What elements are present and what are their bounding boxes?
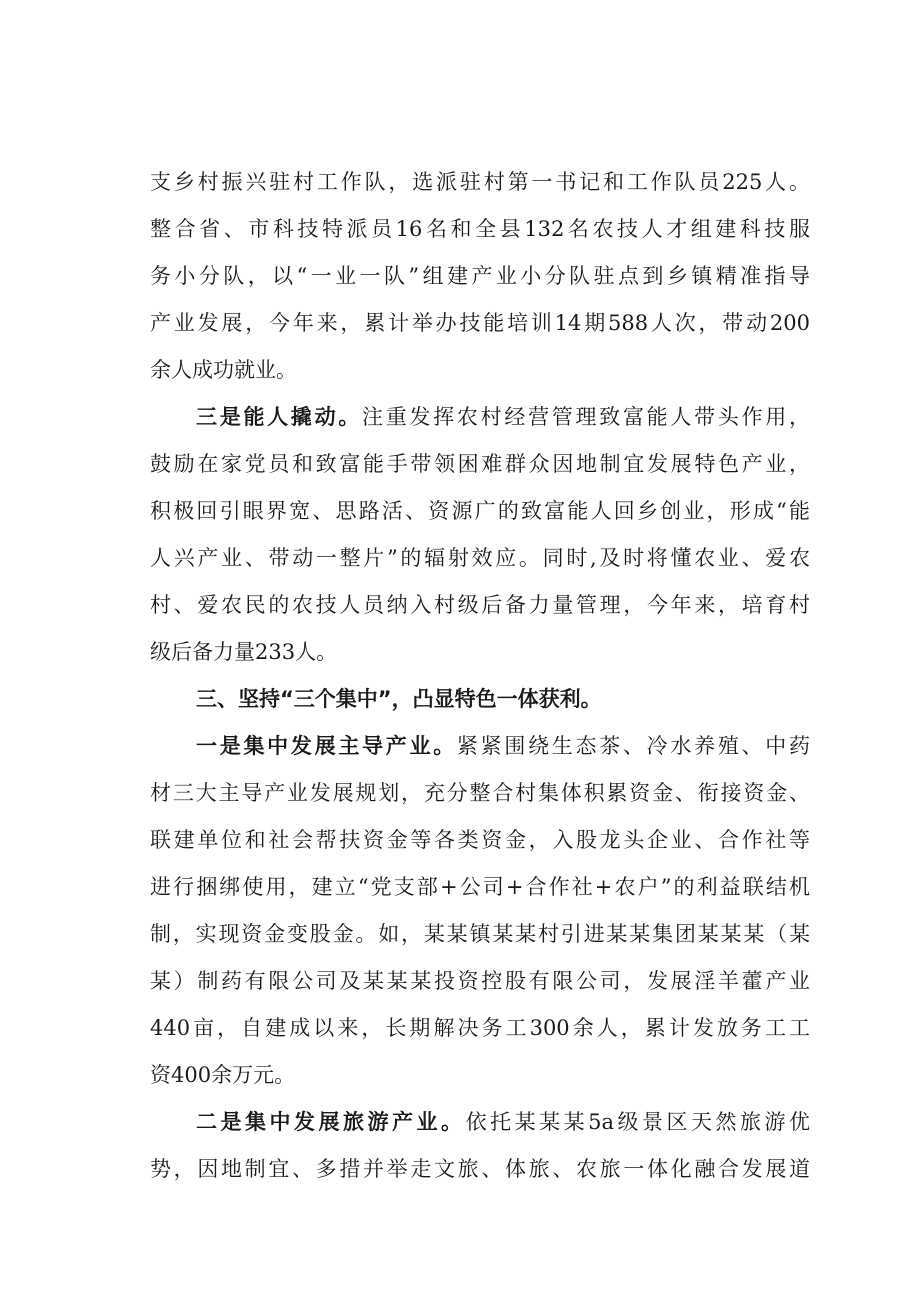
paragraph-leading-industry <box>150 723 810 1099</box>
text-line: 联建单位和社会帮扶资金等各类资金，入股龙头企业、合作社等 <box>150 828 810 852</box>
text-line: 产业发展，今年来，累计举办技能培训14期588人次，带动200 <box>150 311 810 335</box>
text-run: 依托某某某5a级景区天然旅游优 <box>465 1110 811 1134</box>
text-line: 势，因地制宜、多措并举走文旅、体旅、农旅一体化融合发展道 <box>150 1157 810 1181</box>
text-line: 鼓励在家党员和致富能手带领困难群众因地制宜发展特色产业， <box>150 452 810 476</box>
section-heading: 三、坚持“三个集中”，凸显特色一体获利。 <box>196 687 602 711</box>
text-line: 级后备力量233人。 <box>150 640 338 664</box>
document-body <box>150 159 810 1193</box>
text-line: 人兴产业、带动一整片”的辐射效应。同时,及时将懂农业、爱农 <box>150 546 810 570</box>
text-line: 余人成功就业。 <box>150 358 297 382</box>
text-line: 440亩，自建成以来，长期解决务工300余人，累计发放务工工 <box>150 1016 810 1040</box>
text-line: 进行捆绑使用，建立“党支部+公司+合作社+农户”的利益联结机 <box>150 875 810 899</box>
text-line: 积极回引眼界宽、思路活、资源广的致富能人回乡创业，形成“能 <box>150 499 810 523</box>
paragraph-lead: 二是集中发展旅游产业。 <box>196 1110 466 1134</box>
text-line: 制，实现资金变股金。如，某某镇某某村引进某某集团某某某（某 <box>150 922 810 946</box>
paragraph-tourism-industry <box>150 1099 810 1193</box>
text-line: 整合省、市科技特派员16名和全县132名农技人才组建科技服 <box>150 217 810 241</box>
text-line: 材三大主导产业发展规划，充分整合村集体积累资金、衔接资金、 <box>150 781 810 805</box>
text-line <box>150 394 810 441</box>
text-line: 资400余万元。 <box>150 1063 296 1087</box>
paragraph-lead: 一是集中发展主导产业。 <box>196 734 457 758</box>
text-line <box>150 723 810 770</box>
text-run: 紧紧围绕生态茶、冷水养殖、中药 <box>456 734 811 758</box>
paragraph-capable-people <box>150 394 810 676</box>
text-line <box>150 1099 810 1146</box>
paragraph-tech-teams <box>150 159 810 394</box>
text-run: 注重发挥农村经营管理致富能人带头作用， <box>362 405 811 429</box>
text-line: 村、爱农民的农技人员纳入村级后备力量管理，今年来，培育村 <box>150 593 810 617</box>
text-line: 支乡村振兴驻村工作队，选派驻村第一书记和工作队员225人。 <box>150 170 810 194</box>
text-line: 某）制药有限公司及某某某投资控股有限公司，发展淫羊藿产业 <box>150 969 810 993</box>
text-line: 务小分队，以“一业一队”组建产业小分队驻点到乡镇精准指导 <box>150 264 810 288</box>
paragraph-lead: 三是能人撬动。 <box>196 405 363 429</box>
